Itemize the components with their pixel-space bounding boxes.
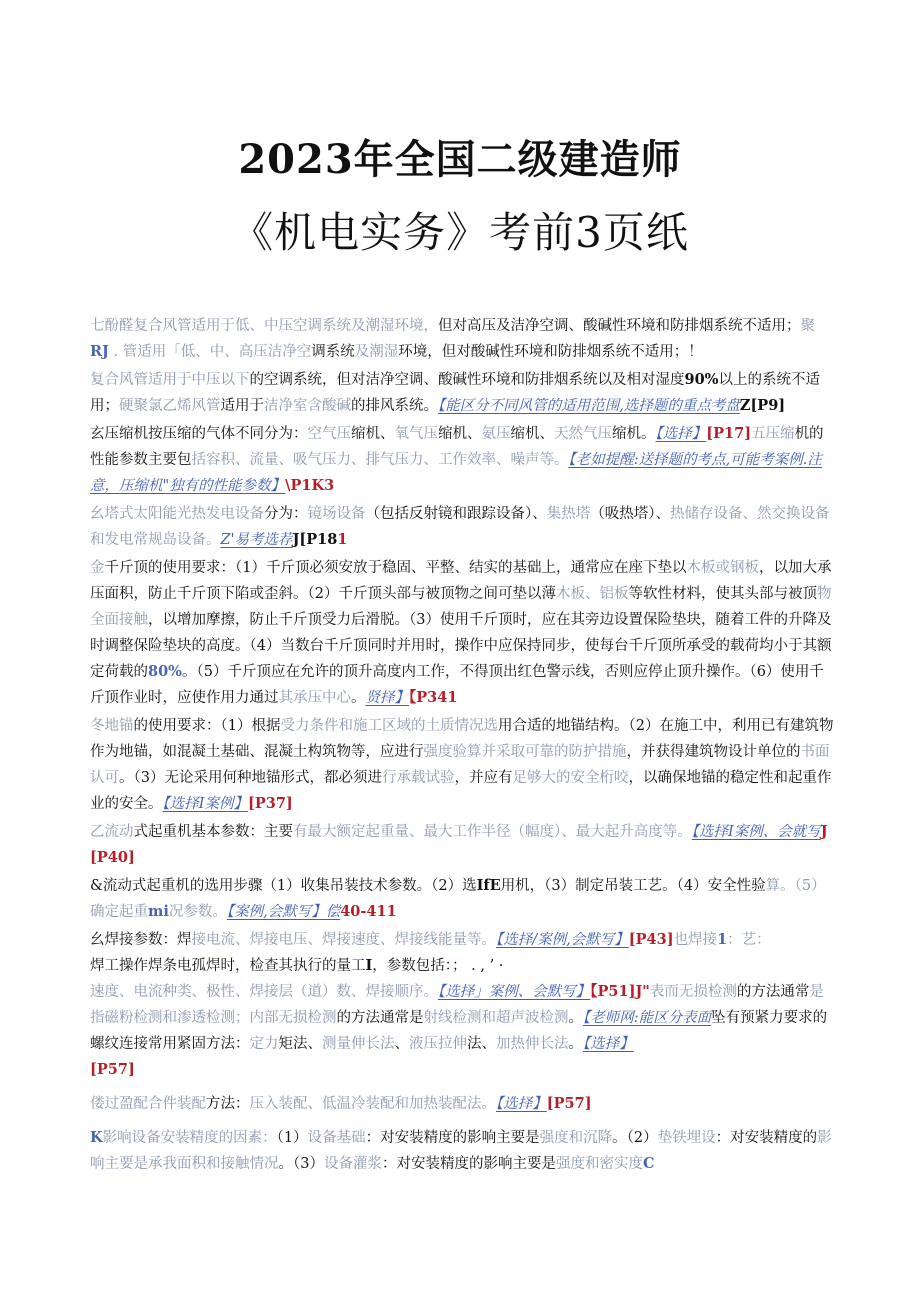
text-segment: [P43] bbox=[628, 931, 674, 948]
text-segment: 设备基础 bbox=[307, 1130, 366, 1146]
text-segment: 分为： bbox=[264, 506, 308, 522]
text-segment: 七酚醛复合风管适用于低、中压空调系统及潮湿环境， bbox=[90, 318, 438, 334]
text-segment: ，以确保地锚的稳定性和起重作业的安全。 bbox=[90, 770, 832, 812]
text-segment: 速度、电流种类、极性、焊接层（道）数、焊接顺序。 bbox=[90, 984, 438, 1000]
text-segment: 强度验算并采取可靠的防护措施 bbox=[423, 744, 627, 760]
text-segment: 【能区分不同风管的适用范围,选择题的重点考盘 bbox=[438, 398, 740, 414]
paragraph-p2 bbox=[90, 367, 835, 419]
text-segment: C bbox=[642, 1155, 655, 1172]
text-segment: 算。（5）确定起重 bbox=[90, 878, 826, 920]
page-title-line1: 2023年全国二级建造师 bbox=[238, 136, 682, 183]
text-segment: 幺焊接参数：焊 bbox=[90, 932, 192, 948]
text-segment: \P1K3 bbox=[285, 477, 335, 494]
text-segment: 80% bbox=[148, 663, 182, 680]
text-segment: 行承载试验 bbox=[381, 770, 455, 786]
text-segment: 缩机、 bbox=[510, 426, 554, 442]
text-segment: 受力条件和施工区域的土质情况选 bbox=[280, 718, 498, 734]
text-segment: 有最大额定起重量、最大工作半径（幅度）、最大起升高度等。 bbox=[293, 824, 692, 840]
text-segment: 缩机、 bbox=[438, 426, 482, 442]
text-segment: （包括反射镜和跟踪设备）、 bbox=[365, 506, 547, 522]
text-segment: 也焊接 bbox=[673, 932, 718, 948]
text-segment: 贤择】 bbox=[365, 690, 409, 706]
text-segment: 、 bbox=[394, 1036, 409, 1052]
text-segment: IfE bbox=[476, 877, 501, 894]
text-segment: 【老如提醒:送择题的考点,可能考案例.注意，压缩机"独有的性能参数】 bbox=[90, 452, 822, 494]
text-segment: 用机，（3）制定吊装工艺。（4）安全性验 bbox=[500, 878, 766, 894]
text-segment: 木板、铝板 bbox=[555, 586, 629, 602]
text-segment: 氨压 bbox=[481, 426, 511, 442]
text-segment: &流动式起重机的选用步骤（1）收集吊装技术参数。（2）选 bbox=[90, 878, 477, 894]
text-segment: 。 bbox=[568, 1010, 583, 1026]
text-segment: 垫铁埋设 bbox=[657, 1130, 716, 1146]
paragraph-p8 bbox=[90, 873, 835, 925]
text-segment: Z'易考选荐 bbox=[220, 532, 293, 548]
text-segment: 偻过盈配合件装配 bbox=[90, 1096, 206, 1112]
text-segment: ：艺： bbox=[727, 932, 771, 948]
text-segment: 金 bbox=[90, 560, 105, 576]
text-segment: 表而无损检测 bbox=[649, 984, 737, 1000]
text-segment: 1 bbox=[717, 931, 728, 948]
text-segment: 乙流动 bbox=[90, 824, 134, 840]
text-segment: 况参数。 bbox=[168, 904, 227, 920]
text-segment: 集热塔 bbox=[546, 506, 591, 522]
text-segment: 【选择I案例、会就写 bbox=[691, 824, 821, 840]
text-segment: 【选择/案例,会默写】 bbox=[496, 932, 629, 948]
text-segment: 机的性能参数主要包 bbox=[90, 426, 824, 468]
text-segment: 【P51]J" bbox=[590, 983, 650, 1000]
text-segment: （吸热塔）、 bbox=[590, 506, 670, 522]
text-segment: 【选择】 bbox=[655, 426, 707, 442]
paragraph-p9 bbox=[90, 927, 835, 1083]
text-segment: I bbox=[365, 957, 373, 974]
text-segment: ，并应有 bbox=[454, 770, 513, 786]
text-segment: RJ bbox=[90, 343, 109, 360]
text-segment: 木板或钢板 bbox=[686, 560, 759, 576]
text-segment: 设备灌浆 bbox=[323, 1156, 382, 1172]
text-segment: 。（2） bbox=[612, 1130, 658, 1146]
text-segment: 镜场设备 bbox=[307, 506, 366, 522]
text-segment: ，并获得建筑物设计单位的 bbox=[626, 744, 801, 760]
text-segment: 其承压中心 bbox=[278, 690, 351, 706]
text-segment: 矩法、 bbox=[278, 1036, 322, 1052]
text-segment: 强度和沉降 bbox=[539, 1130, 613, 1146]
text-segment: 内部无损检测 bbox=[249, 1010, 337, 1026]
text-segment: ，以增加摩擦，防止千斤顶受力后滑脱。（3）使用千斤顶时，应在其旁边设置保险垫块，随着工件的升降及时调整保险垫块的高度。（4）当数台千斤顶同时并用时，操作中应保持同步，使每台千斤顶所承受的载荷均小于其额定荷载的 bbox=[90, 612, 832, 680]
text-segment: 加热伸长法 bbox=[496, 1036, 569, 1052]
text-segment: 的空调系统，但对洁净空调、酸碱性环境和防排烟系统以及相对湿度 bbox=[249, 372, 685, 388]
text-segment: 调系统 bbox=[311, 344, 355, 360]
text-segment: 90% bbox=[684, 371, 719, 388]
text-segment: 法、 bbox=[467, 1036, 496, 1052]
text-segment: 千斤顶的使用要求：（1）千斤顶必须安放于稳固、平整、结实的基础上，通常应在座下垫以 bbox=[104, 560, 687, 576]
text-segment: 接电流、焊接电压、焊接速度、焊接线能量等。 bbox=[191, 932, 496, 948]
text-segment: 书面认可 bbox=[90, 744, 830, 786]
text-segment: （1） bbox=[276, 1130, 308, 1146]
text-segment: 是指磁粉检测和渗透检测； bbox=[90, 984, 824, 1026]
paragraph-p11 bbox=[90, 1125, 835, 1177]
text-segment: K bbox=[90, 1129, 103, 1146]
text-segment: ，参数包括：； . , ’ · bbox=[372, 958, 504, 974]
text-segment: 足够大的安全桁咬 bbox=[512, 770, 629, 786]
paragraph-p3 bbox=[90, 421, 835, 499]
text-segment: 【选择】 bbox=[496, 1096, 547, 1112]
text-segment: 的使用要求：（1）根据 bbox=[133, 718, 281, 734]
text-segment: mi bbox=[148, 903, 169, 920]
text-segment: 适用于 bbox=[220, 398, 264, 414]
text-segment: 。（3） bbox=[278, 1156, 324, 1172]
text-segment: 压入装配、低温冷装配和加热装配法。 bbox=[249, 1096, 496, 1112]
text-segment: 冬地锚 bbox=[90, 718, 134, 734]
text-segment: 玄压缩机按压缩的气体不同分为： bbox=[90, 426, 308, 442]
text-segment: 氧气压 bbox=[394, 426, 438, 442]
text-segment: Z[P9] bbox=[739, 397, 786, 414]
text-segment: 焊工操作焊条电孤焊时，检查其执行的量工 bbox=[90, 958, 366, 974]
text-segment: 。（3）无论采用何种地锚形式，都必须进 bbox=[119, 770, 382, 786]
text-segment: 的方法通常 bbox=[736, 984, 810, 1000]
text-segment: ：对安装精度的影响主要是 bbox=[365, 1130, 540, 1146]
text-segment: 用合适的地锚结构。（2）在施工中，利用已有建筑物作为地锚，如混凝土基础、混凝土构筑物等，应进行 bbox=[90, 718, 834, 760]
text-segment: 式起重机基本参数：主要 bbox=[133, 824, 293, 840]
text-segment: 空气压 bbox=[307, 426, 351, 442]
paragraph-p1 bbox=[90, 313, 835, 365]
text-segment: 洁净室含酸碱 bbox=[264, 398, 351, 414]
text-segment: 【选择」案例、会默写】 bbox=[438, 984, 591, 1000]
text-segment: [P57] bbox=[90, 1061, 135, 1078]
text-segment: 影响主要是承我面积和接触情况 bbox=[90, 1130, 832, 1172]
text-segment: 【选择I案例】 bbox=[162, 796, 248, 812]
text-segment: 缩机、 bbox=[351, 426, 395, 442]
text-segment: 方法： bbox=[206, 1096, 250, 1112]
text-segment: 【P341 bbox=[409, 689, 458, 706]
text-segment: 40-411 bbox=[340, 903, 397, 920]
text-segment: [P37] bbox=[247, 795, 293, 812]
text-segment: 【案例,会默写】偿 bbox=[226, 904, 341, 920]
text-segment: 。（5）千斤顶应在允许的顶升高度内工作，不得顶出红色警示线，否则应停止顶升操作。（6）使用千斤顶作业时，应使作用力通过 bbox=[90, 664, 824, 706]
text-segment: 等软性材料，使其头部与被顶 bbox=[628, 586, 817, 602]
document-body bbox=[90, 313, 835, 1179]
text-segment: 【选择】 bbox=[583, 1036, 634, 1052]
text-segment: 影响设备安装精度的因素： bbox=[102, 1130, 277, 1146]
text-segment: 热储存设备、然交换设备和发电常规岛设备。 bbox=[90, 506, 830, 548]
text-segment: 但对高压及洁净空调、酸碱性环境和防排烟系统不适用； bbox=[438, 318, 801, 334]
text-segment: 复合风管适用于中压以下 bbox=[90, 372, 250, 388]
text-segment: 物全面接触 bbox=[90, 586, 832, 628]
paragraph-p7 bbox=[90, 819, 835, 871]
text-segment: 测量伸长法 bbox=[322, 1036, 395, 1052]
text-segment: 坠有预紧力要求的螺纹连接常用紧固方法： bbox=[90, 1010, 828, 1052]
text-segment: J[P40] bbox=[90, 823, 828, 866]
text-segment: 1 bbox=[337, 531, 348, 548]
text-segment: 聚 bbox=[800, 318, 815, 334]
text-segment: 射线检测和超声波检测 bbox=[423, 1010, 569, 1026]
text-segment: 强度和密实度 bbox=[555, 1156, 643, 1172]
text-segment: 幺塔式太阳能光热发电设备 bbox=[90, 506, 264, 522]
text-segment: 天然气压 bbox=[554, 426, 612, 442]
text-segment: ，以加大承压面积，防止千斤顶下陷或歪斜。（2）千斤顶头部与被顶物之间可垫以薄 bbox=[90, 560, 832, 602]
text-segment: 五压缩 bbox=[751, 426, 795, 442]
text-segment: [P57] bbox=[546, 1095, 592, 1112]
paragraph-p4 bbox=[90, 501, 835, 553]
text-segment: . 管适用「低、中、高压洁净空 bbox=[108, 344, 312, 360]
text-segment: 液压拉伸 bbox=[409, 1036, 467, 1052]
text-segment: ：对安装精度的 bbox=[715, 1130, 818, 1146]
text-segment: 定力 bbox=[249, 1036, 279, 1052]
paragraph-p6 bbox=[90, 713, 835, 817]
text-segment: 环境，但对酸碱性环境和防排烟系统不适用；！ bbox=[398, 344, 703, 360]
text-segment: 的排风系统。 bbox=[351, 398, 438, 414]
text-segment: 的方法通常是 bbox=[336, 1010, 424, 1026]
paragraph-p10 bbox=[90, 1091, 835, 1117]
paragraph-p5 bbox=[90, 555, 835, 711]
page-title-line2: 《机电实务》考前3页纸 bbox=[231, 208, 689, 257]
text-segment: 。 bbox=[568, 1036, 583, 1052]
text-segment: 以上的系统不适用； bbox=[90, 372, 820, 414]
text-segment: [P17] bbox=[706, 425, 752, 442]
text-segment: 【老师网:能区分表面 bbox=[583, 1010, 712, 1026]
text-segment: 。 bbox=[351, 690, 366, 706]
text-segment: 及潮湿 bbox=[354, 344, 399, 360]
text-segment: J[P18 bbox=[292, 531, 338, 548]
text-segment: ：对安装精度的影响主要是 bbox=[381, 1156, 556, 1172]
text-segment: 硬聚氯乙烯风管 bbox=[119, 398, 221, 414]
text-segment: 括容积、流量、吸气压力、排气压力、工作效率、噪声等。 bbox=[191, 452, 569, 468]
text-segment: 缩机。 bbox=[612, 426, 656, 442]
